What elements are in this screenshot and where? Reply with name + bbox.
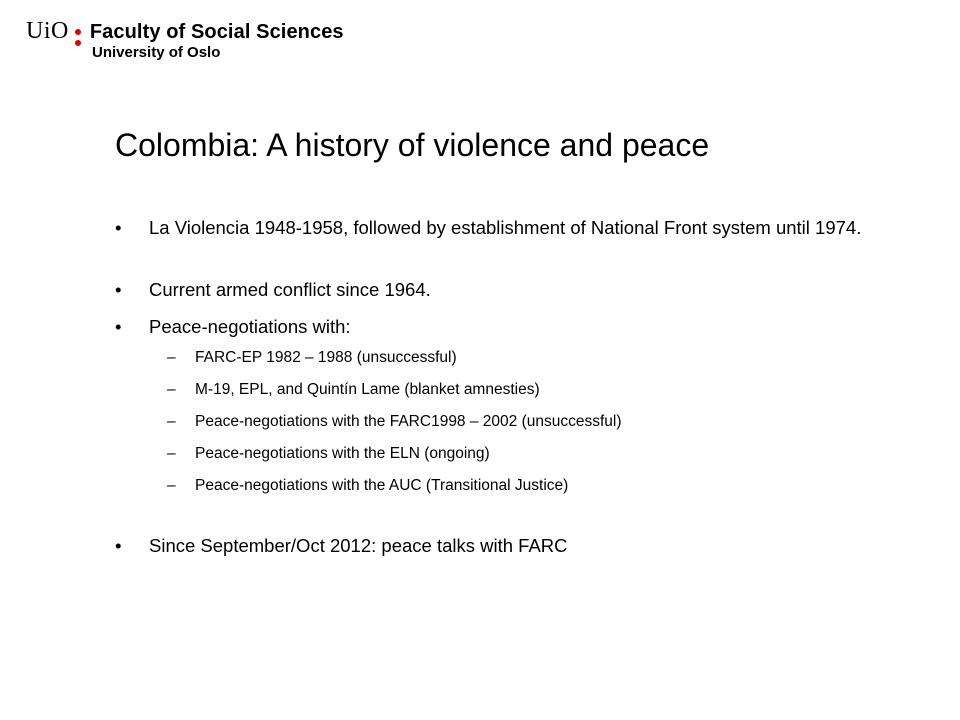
slide-title: Colombia: A history of violence and peace bbox=[115, 127, 710, 163]
dash-icon: – bbox=[167, 381, 176, 398]
university-name: University of Oslo bbox=[92, 44, 221, 61]
dash-icon: – bbox=[167, 477, 176, 494]
uio-logo-mark: UiO bbox=[26, 18, 69, 44]
bullet-item bbox=[115, 275, 895, 304]
bullet-text: Peace-negotiations with: bbox=[149, 316, 351, 337]
sub-item bbox=[115, 380, 895, 400]
bullet-item bbox=[115, 531, 895, 560]
bullet-text: Since September/Oct 2012: peace talks with FARC bbox=[149, 535, 568, 556]
bullet-text: La Violencia 1948-1958, followed by establishment of National Front system until 1974. bbox=[149, 217, 862, 238]
logo-colon-icon bbox=[75, 29, 81, 46]
sub-item bbox=[115, 444, 895, 464]
slide-body bbox=[115, 213, 895, 560]
bullet-icon: • bbox=[115, 217, 122, 238]
bullet-item bbox=[115, 213, 895, 242]
sub-item bbox=[115, 348, 895, 368]
bullet-text: Current armed conflict since 1964. bbox=[149, 279, 431, 300]
sub-item-text: Peace-negotiations with the FARC1998 – 2002 (unsuccessful) bbox=[195, 413, 622, 430]
uio-header bbox=[26, 18, 344, 66]
sub-item-text: M-19, EPL, and Quintín Lame (blanket amnesties) bbox=[195, 381, 540, 398]
dash-icon: – bbox=[167, 445, 176, 462]
sub-item-text: Peace-negotiations with the ELN (ongoing) bbox=[195, 445, 490, 462]
faculty-name: Faculty of Social Sciences bbox=[89, 21, 344, 43]
sub-item bbox=[115, 476, 895, 496]
bullet-item bbox=[115, 312, 895, 341]
bullet-icon: • bbox=[115, 279, 122, 300]
dash-icon: – bbox=[167, 413, 176, 430]
bullet-icon: • bbox=[115, 316, 122, 337]
sub-item-text: FARC-EP 1982 – 1988 (unsuccessful) bbox=[195, 349, 457, 366]
bullet-icon: • bbox=[115, 535, 122, 556]
dash-icon: – bbox=[167, 349, 176, 366]
sub-item-text: Peace-negotiations with the AUC (Transitional Justice) bbox=[195, 477, 569, 494]
sub-item bbox=[115, 412, 895, 432]
